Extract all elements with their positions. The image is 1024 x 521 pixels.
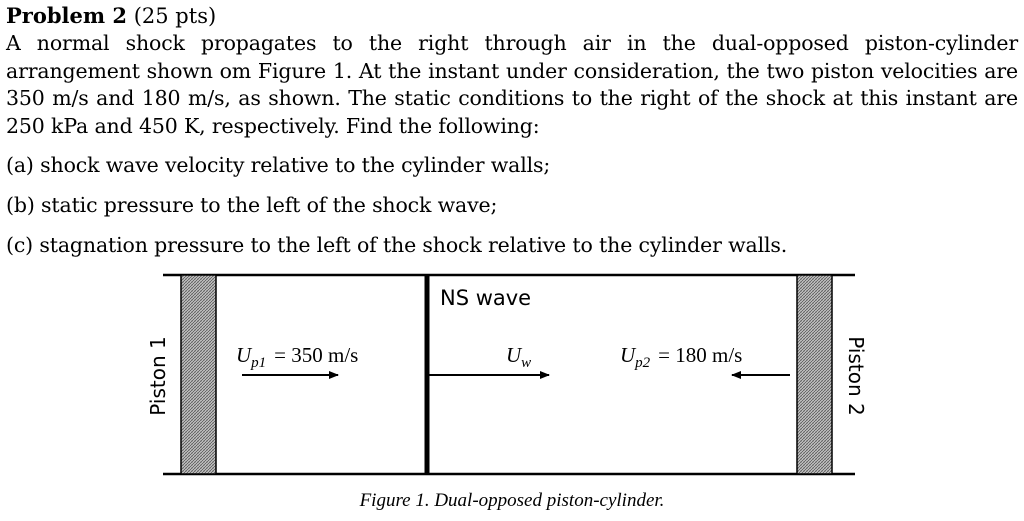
up1-symbol: U [236, 343, 252, 367]
piston-1-label: Piston 1 [146, 336, 170, 416]
part-b-label: (b) [6, 193, 35, 217]
up2-label [620, 343, 742, 371]
problem-title: Problem 2 [6, 3, 128, 28]
uw-subscript: w [521, 355, 532, 371]
up2-symbol: U [620, 343, 636, 367]
uw-label [506, 343, 531, 371]
part-a-text: shock wave velocity relative to the cylinder walls; [40, 153, 551, 177]
part-b-text: static pressure to the left of the shock wave; [41, 193, 498, 217]
up1-subscript: p1 [251, 355, 267, 371]
figure-caption: Figure 1. Dual-opposed piston-cylinder. [359, 490, 665, 511]
up2-value: = 180 m/s [658, 343, 743, 367]
problem-statement: A normal shock propagates to the right through air in the dual-opposed piston-cylinder arrangement shown om Figure 1. At the instant under consideration, the two piston velocities are 350 m/s and 180 m/s, as shown. The static conditions to the right of the shock at this instant are 250 kPa and 450 K, respectively. Find the following: [6, 31, 1018, 138]
up2-subscript: p2 [635, 355, 651, 371]
problem-points: (25 pts) [133, 4, 217, 28]
piston-2-label: Piston 2 [844, 336, 868, 416]
up1-label [236, 343, 358, 371]
part-a-label: (a) [6, 153, 34, 177]
ns-wave-label: NS wave [440, 286, 532, 310]
part-c-text: stagnation pressure to the left of the shock relative to the cylinder walls. [39, 233, 788, 257]
piston-2 [797, 275, 832, 474]
uw-symbol: U [506, 343, 522, 367]
part-c-label: (c) [6, 233, 34, 257]
piston-1 [181, 275, 216, 474]
up1-value: = 350 m/s [274, 343, 359, 367]
